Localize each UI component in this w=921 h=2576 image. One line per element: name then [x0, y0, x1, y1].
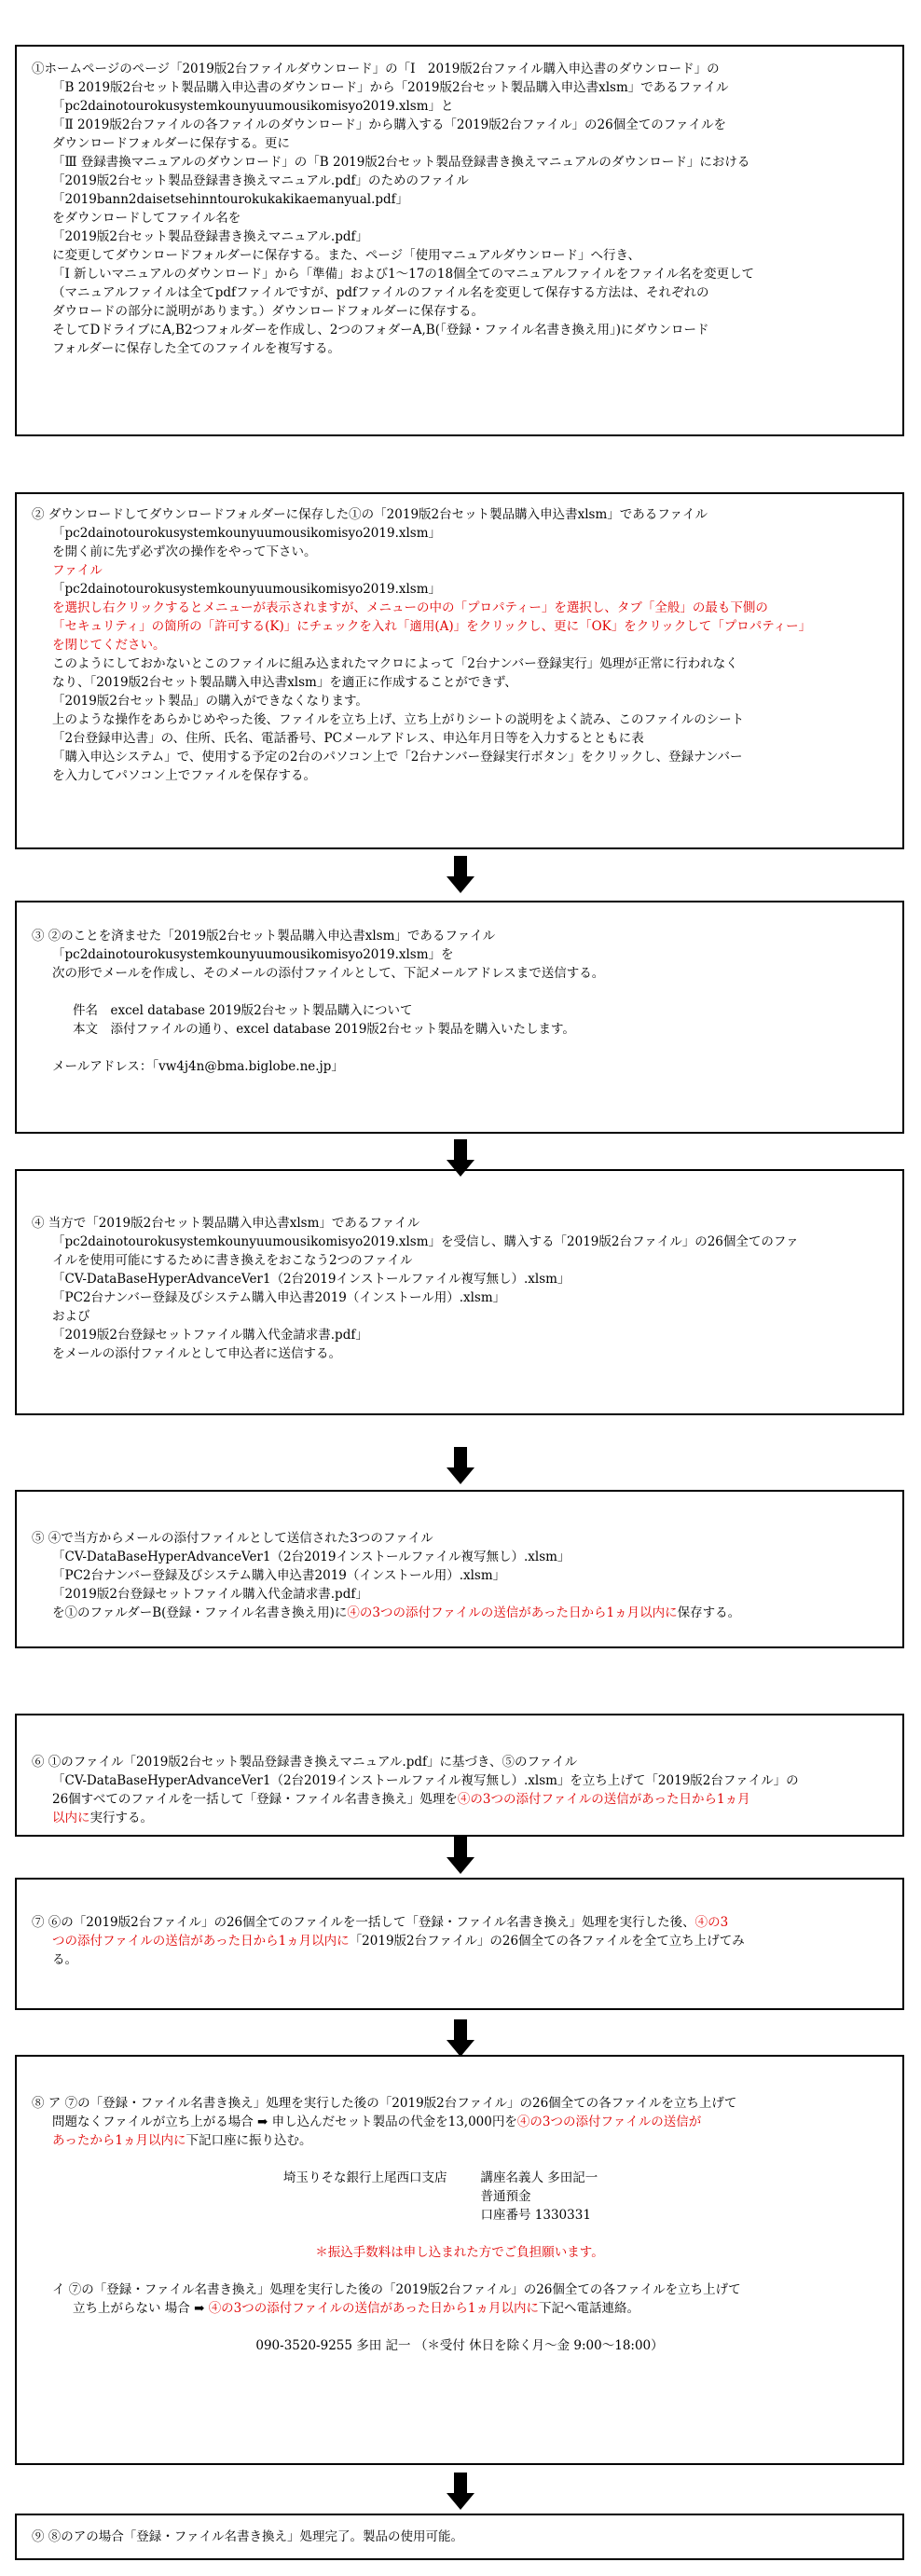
text-line: 「2019bann2daisetsehinntourokukakikaemanyual.pdf」: [52, 192, 409, 207]
text-line: このようにしておかないとこのファイルに組み込まれたマクロによって「2台ナンバー登録実行」処理が正常に行われなく: [52, 656, 738, 671]
text-line: イルを使用可能にするために書き換えをおこなう2つのファイル: [52, 1253, 413, 1268]
text-line: 「CV-DataBaseHyperAdvanceVer1（2台2019インストールファイル複写無し）.xlsm」を立ち上げて「2019版2台ファイル」の: [52, 1773, 799, 1788]
text-span: 下記口座に振り込む。: [186, 2133, 312, 2148]
bank-account-info: [32, 2169, 887, 2225]
text-line: [32, 1604, 887, 1622]
text-line: 「pc2dainotourokusystemkounyuumousikomisyo2019.xlsm」を: [52, 947, 454, 962]
text-line: ⑨ ⑧のアの場合「登録・ファイル名書き換え」処理完了。製品の使用可能。: [32, 2529, 464, 2544]
text-line: ⑥ ①のファイル「2019版2台セット製品登録書き換えマニュアル.pdf」に基づき、⑤のファイル: [32, 1755, 578, 1770]
text-span: 26個すべてのファイルを一括して「登録・ファイル名書き換え」処理を: [52, 1792, 458, 1807]
warning-line: を閉じてください。: [52, 638, 166, 653]
text-line: そしてDドライブにA,B2つフォルダーを作成し、2つのフォダーA,B(「登録・ファイル名書き換え用」)にダウンロード: [52, 323, 709, 337]
text-line: 「購入申込システム」で、使用する予定の2台のパソコン上で「2台ナンバー登録実行ボタン」をクリックし、登録ナンバー: [52, 750, 743, 765]
text-line: 「pc2dainotourokusystemkounyuumousikomisyo2019.xlsm」を受信し、購入する「2019版2台ファイル」の26個全てのファ: [52, 1234, 799, 1249]
deadline-text: ④の3つの添付ファイルの送信があった日から1ヵ月以内に: [208, 2301, 539, 2316]
deadline-text: ④の3つの添付ファイルの送信が: [516, 2115, 702, 2129]
step-7-box: [15, 1878, 904, 2010]
text-line: なり、「2019版2台セット製品購入申込書xlsm」を適正に作成することができず、: [52, 675, 517, 690]
text-line: 「pc2dainotourokusystemkounyuumousikomisyo2019.xlsm」と: [52, 99, 454, 114]
text-line: ④ 当方で「2019版2台セット製品購入申込書xlsm」であるファイル: [32, 1216, 420, 1231]
text-line: 「PC2台ナンバー登録及びシステム購入申込書2019（インストール用）.xlsm」: [52, 1568, 506, 1583]
email-body: 本文 添付ファイルの通り、excel database 2019版2台セット製品を購入いたします。: [73, 1022, 575, 1037]
text-line: [32, 1809, 887, 1827]
text-line: をダウンロードしてファイル名を: [52, 211, 241, 226]
text-line: に変更してダウンロードフォルダーに保存する。また、ページ「使用マニュアルダウンロード」へ行き、: [52, 248, 640, 263]
text-line: 次の形でメールを作成し、そのメールの添付ファイルとして、下記メールアドレスまで送信する。: [52, 966, 605, 981]
step-6-box: [15, 1714, 904, 1837]
text-line: イ ⑦の「登録・ファイル名書き換え」処理を実行した後の「2019版2台ファイル」の26個全ての各ファイルを立ち上げて: [52, 2282, 741, 2297]
email-subject: 件名 excel database 2019版2台セット製品購入について: [73, 1003, 413, 1018]
text-line: ② ダウンロードしてダウンロードフォルダーに保存した①の「2019版2台セット製品購入申込書xlsm」であるファイル: [32, 507, 708, 522]
text-span: 実行する。: [89, 1811, 153, 1825]
text-line: 「Ⅰ 新しいマニュアルのダウンロード」から「準備」および1～17の18個全てのマニュアルファイルをファイル名を変更して: [52, 267, 754, 282]
text-line: 「PC2台ナンバー登録及びシステム購入申込書2019（インストール用）.xlsm」: [52, 1290, 506, 1305]
text-line: [32, 2131, 887, 2150]
warning-line: ファイル: [52, 563, 103, 578]
text-span: 立ち上がらない 場合 ➡: [73, 2301, 209, 2316]
step-9-box: [15, 2514, 904, 2560]
deadline-text: 以内に: [52, 1811, 90, 1825]
deadline-text: ④の3: [694, 1915, 729, 1930]
text-line: 「pc2dainotourokusystemkounyuumousikomisyo2019.xlsm」: [52, 526, 442, 541]
text-line: （マニュアルファイルは全てpdfファイルですが、pdfファイルのファイル名を変更して保存する方法は、それぞれの: [52, 285, 709, 300]
text-line: ⑤ ④で当方からメールの添付ファイルとして送信された3つのファイル: [32, 1531, 433, 1546]
text-line: ダウンロードフォルダーに保存する。更に: [52, 136, 290, 151]
text-line: 「2019版2台セット製品登録書き換えマニュアル.pdf」のためのファイル: [52, 173, 469, 188]
text-line: 「CV-DataBaseHyperAdvanceVer1（2台2019インストールファイル複写無し）.xlsm」: [52, 1550, 570, 1564]
step-8-box: [15, 2055, 904, 2465]
deadline-text: つの添付ファイルの送信があった日から1ヵ月以内に: [52, 1934, 350, 1949]
text-line: 「2019版2台セット製品」の購入ができなくなります。: [52, 694, 368, 709]
text-line: を開く前に先ず必ず次の操作をやって下さい。: [52, 544, 317, 559]
phone-contact: 090-3520-9255 多田 記一 （＊受付 休日を除く月～金 9:00～18:00）: [255, 2338, 664, 2353]
text-span: ⑦ ⑥の「2019版2台ファイル」の26個全てのファイルを一括して「登録・ファイル名書き換え」処理を実行した後、: [32, 1915, 695, 1930]
down-arrow-icon: [447, 2473, 474, 2510]
text-line: [32, 2299, 887, 2318]
text-span: 保存する。: [677, 1605, 741, 1620]
text-line: 「pc2dainotourokusystemkounyuumousikomisyo2019.xlsm」: [52, 582, 442, 597]
text-line: [32, 1790, 887, 1809]
text-line: [32, 1913, 887, 1932]
step-5-box: [15, 1490, 904, 1648]
text-line: 「CV-DataBaseHyperAdvanceVer1（2台2019インストールファイル複写無し）.xlsm」: [52, 1272, 570, 1287]
warning-line: 「セキュリティ」の箇所の「許可する(K)」にチェックを入れ「適用(A)」をクリックし、更に「OK」をクリックして「プロパティー」: [52, 619, 812, 634]
text-line: ①ホームページのページ「2019版2台ファイルダウンロード」の「Ⅰ 2019版2台ファイル購入申込書のダウンロード」の: [32, 62, 720, 76]
text-line: フォルダーに保存した全てのファイルを複写する。: [52, 341, 341, 356]
text-span: を①のファルダーB(登録・ファイル名書き換え用)に: [52, 1605, 348, 1620]
text-line: ⑧ ア ⑦の「登録・ファイル名書き換え」処理を実行した後の「2019版2台ファイル」の26個全ての各ファイルを立ち上げて: [32, 2096, 737, 2111]
text-line: 「Ⅱ 2019版2台ファイルの各ファイルのダウンロード」から購入する「2019版2台ファイル」の26個全てのファイルを: [52, 117, 726, 132]
text-line: 「B 2019版2台セット製品購入申込書のダウンロード」から「2019版2台セット製品購入申込書xlsm」であるファイル: [52, 80, 729, 95]
fee-notice: ＊振込手数料は申し込まれた方でご負担願います。: [315, 2245, 604, 2260]
account-holder: 講座名義人 多田記一: [480, 2170, 598, 2185]
down-arrow-icon: [447, 1447, 474, 1484]
text-line: 「2019版2台登録セットファイル購入代金請求書.pdf」: [52, 1587, 368, 1602]
deadline-text: あったから1ヵ月以内に: [52, 2133, 186, 2148]
bank-details: [481, 2169, 598, 2225]
deadline-text: ④の3つの添付ファイルの送信があった日から1ヵ月以内に: [347, 1605, 678, 1620]
email-address[interactable]: メールアドレス：「vw4j4n@bma.biglobe.ne.jp」: [52, 1059, 344, 1074]
bank-name: 埼玉りそな銀行上尾西口支店: [283, 2170, 447, 2185]
warning-line: を選択し右クリックするとメニューが表示されますが、メニューの中の「プロパティー」を選択し、タブ「全般」の最も下側の: [52, 600, 768, 615]
text-line: 上のような操作をあらかじめやった後、ファイルを立ち上げ、立ち上がりシートの説明をよく読み、このファイルのシート: [52, 712, 745, 727]
deadline-text: ④の3つの添付ファイルの送信があった日から1ヵ月: [457, 1792, 750, 1807]
step-1-text: [32, 60, 887, 358]
step-2-box: [15, 492, 904, 849]
text-span: 下記へ電話連絡。: [538, 2301, 639, 2316]
text-line: 「2019版2台セット製品登録書き換えマニュアル.pdf」: [52, 229, 368, 244]
down-arrow-icon: [447, 856, 474, 893]
text-span: 問題なくファイルが立ち上がる場合 ➡ 申し込んだセット製品の代金を13,000円を: [52, 2115, 517, 2129]
text-line: [32, 1932, 887, 1950]
step-3-box: [15, 901, 904, 1134]
step-4-box: [15, 1169, 904, 1415]
text-line: [32, 2113, 887, 2131]
account-type: 普通預金: [480, 2189, 531, 2204]
text-line: をメールの添付ファイルとして申込者に送信する。: [52, 1346, 341, 1361]
text-line: 「2019版2台登録セットファイル購入代金請求書.pdf」: [52, 1328, 368, 1343]
down-arrow-icon: [447, 1837, 474, 1874]
account-number: 口座番号 1330331: [480, 2208, 591, 2223]
text-line: および: [52, 1309, 90, 1324]
step-1-box: [15, 45, 904, 436]
text-line: 「Ⅲ 登録書換マニュアルのダウンロード」の「B 2019版2台セット製品登録書き換えマニュアルのダウンロード」における: [52, 155, 750, 170]
down-arrow-icon: [447, 2019, 474, 2057]
text-line: 「2台登録申込書」の、住所、氏名、電話番号、PCメールアドレス、申込年月日等を入力するとともに表: [52, 731, 644, 746]
text-line: ③ ②のことを済ませた「2019版2台セット製品購入申込書xlsm」であるファイル: [32, 929, 496, 944]
text-line: を入力してパソコン上でファイルを保存する。: [52, 768, 316, 783]
text-span: 「2019版2台ファイル」の26個全ての各ファイルを全て立ち上げてみ: [349, 1934, 745, 1949]
text-line: ダウロードの部分に説明があります。）ダウンロードフォルダーに保存する。: [52, 304, 485, 319]
text-line: る。: [52, 1952, 77, 1967]
